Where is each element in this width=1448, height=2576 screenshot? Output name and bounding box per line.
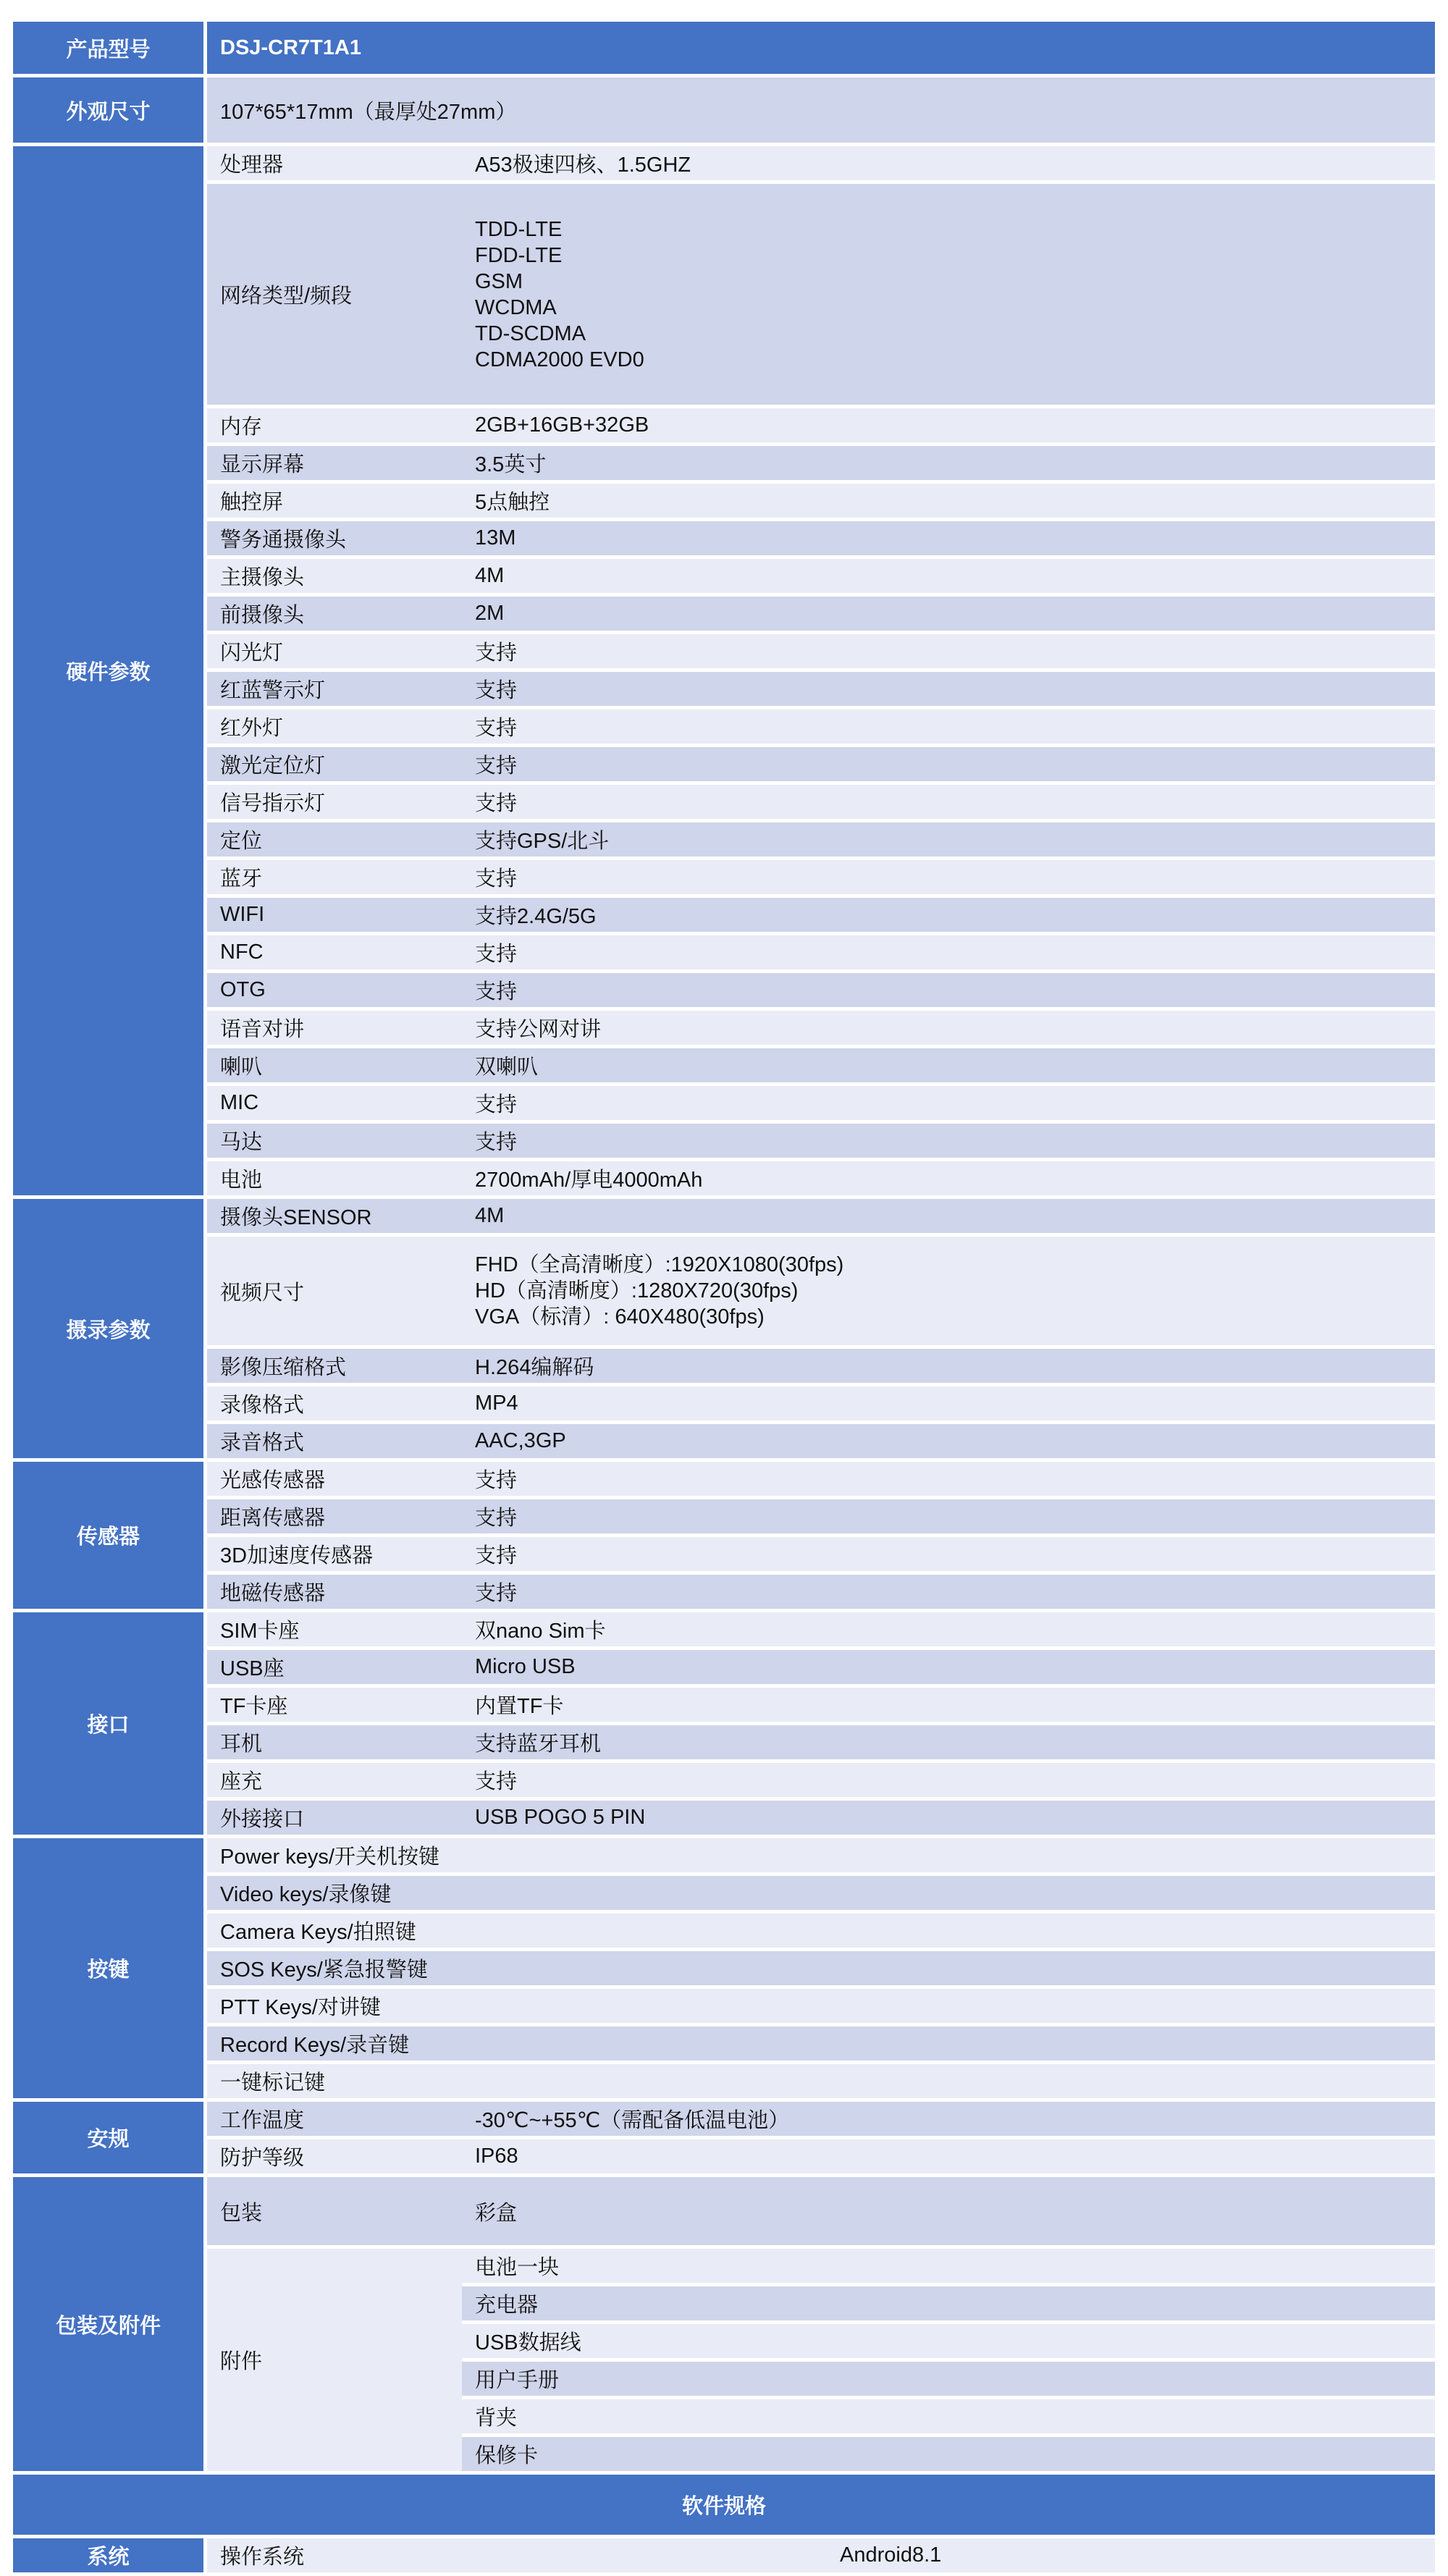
spec-key: USB座 (207, 1650, 462, 1684)
spec-value: 支持 (462, 1499, 1435, 1533)
spec-value: 支持 (462, 1537, 1435, 1571)
software-banner-row (13, 2475, 1435, 2535)
accessory-item: 用户手册 (462, 2362, 1435, 2396)
key-item: Video keys/录像键 (207, 1876, 1435, 1910)
value-line: GSM (475, 269, 523, 293)
spec-key: 录像格式 (207, 1386, 462, 1420)
spec-row (13, 1086, 1435, 1120)
value-line: VGA（标清）: 640X480(30fps) (475, 1305, 765, 1329)
spec-row (13, 1424, 1435, 1458)
spec-value: 2700mAh/厚电4000mAh (462, 1161, 1435, 1195)
spec-key: 红蓝警示灯 (207, 672, 462, 706)
spec-key: 操作系统 (207, 2538, 827, 2572)
spec-key: 包装 (207, 2177, 462, 2245)
spec-key: 工作温度 (207, 2102, 462, 2136)
spec-row (13, 672, 1435, 706)
spec-row (13, 2538, 1435, 2572)
spec-key: 录音格式 (207, 1424, 462, 1458)
spec-row (13, 1237, 1435, 1345)
spec-row (13, 2102, 1435, 2136)
spec-row (13, 597, 1435, 631)
spec-row (13, 1124, 1435, 1158)
spec-key: 激光定位灯 (207, 747, 462, 781)
spec-value: 4M (462, 559, 1435, 593)
accessory-item: 充电器 (462, 2286, 1435, 2320)
spec-row (13, 822, 1435, 856)
spec-key: 防护等级 (207, 2139, 462, 2173)
spec-row (13, 860, 1435, 894)
spec-key: 电池 (207, 1161, 462, 1195)
spec-key: 闪光灯 (207, 634, 462, 668)
spec-key: 地磁传感器 (207, 1575, 462, 1609)
spec-key: WIFI (207, 898, 462, 932)
spec-row (13, 785, 1435, 819)
spec-key: 3D加速度传感器 (207, 1537, 462, 1571)
spec-key: 主摄像头 (207, 559, 462, 593)
spec-key: 耳机 (207, 1725, 462, 1759)
size-value: 107*65*17mm（最厚处27mm） (207, 77, 1435, 143)
spec-value: 支持2.4G/5G (462, 898, 1435, 932)
spec-value: 支持 (462, 1763, 1435, 1797)
spec-row (13, 1161, 1435, 1195)
spec-value-lines (475, 216, 1435, 373)
spec-row (13, 1914, 1435, 1948)
spec-row (13, 935, 1435, 969)
spec-value: 支持 (462, 1462, 1435, 1496)
spec-row (13, 1386, 1435, 1420)
key-item: 一键标记键 (207, 2064, 1435, 2098)
value-line: WCDMA (475, 295, 557, 319)
spec-row (13, 559, 1435, 593)
value-line: FHD（全高清晰度）:1920X1080(30fps) (475, 1253, 844, 1276)
system-category-label: 系统 (13, 2538, 207, 2572)
spec-key: NFC (207, 935, 462, 969)
key-item: Camera Keys/拍照键 (207, 1914, 1435, 1948)
spec-row (13, 1650, 1435, 1684)
spec-row (13, 484, 1435, 518)
spec-row (13, 898, 1435, 932)
spec-key: 蓝牙 (207, 860, 462, 894)
spec-key: 触控屏 (207, 484, 462, 518)
sensors-category-label: 传感器 (13, 1462, 207, 1609)
spec-row (13, 2177, 1435, 2245)
key-item: SOS Keys/紧急报警键 (207, 1951, 1435, 1985)
spec-key: 信号指示灯 (207, 785, 462, 819)
spec-value: -30℃~+55℃（需配备低温电池） (462, 2102, 1435, 2136)
spec-row (13, 1688, 1435, 1722)
software-banner: 软件规格 (13, 2475, 1435, 2535)
spec-row (13, 2139, 1435, 2173)
spec-value: 双nano Sim卡 (462, 1612, 1435, 1646)
spec-key: OTG (207, 973, 462, 1007)
spec-value: 2GB+16GB+32GB (462, 408, 1435, 442)
spec-row (13, 146, 1435, 180)
spec-key: 视频尺寸 (207, 1237, 462, 1345)
spec-value: USB POGO 5 PIN (462, 1801, 1435, 1835)
spec-table-body (13, 22, 1435, 2572)
key-item: Record Keys/录音键 (207, 2026, 1435, 2061)
spec-row (13, 1048, 1435, 1082)
spec-value: 支持 (462, 935, 1435, 969)
spec-row (13, 22, 1435, 74)
spec-value: 5点触控 (462, 484, 1435, 518)
spec-value: Android8.1 (827, 2538, 1435, 2572)
spec-value: 3.5英寸 (462, 446, 1435, 480)
spec-key: 摄像头SENSOR (207, 1199, 462, 1233)
spec-value: 13M (462, 521, 1435, 555)
spec-row (13, 2064, 1435, 2098)
safety-category-label: 安规 (13, 2102, 207, 2173)
spec-value: 双喇叭 (462, 1048, 1435, 1082)
spec-value: 彩盒 (462, 2177, 1435, 2245)
spec-key: 外接接口 (207, 1801, 462, 1835)
spec-key: 语音对讲 (207, 1011, 462, 1045)
spec-key: 定位 (207, 822, 462, 856)
spec-key: 附件 (207, 2249, 462, 2471)
spec-key: 喇叭 (207, 1048, 462, 1082)
spec-table (13, 18, 1435, 2576)
spec-key: 红外灯 (207, 710, 462, 744)
spec-value: MP4 (462, 1386, 1435, 1420)
ports-category-label: 接口 (13, 1612, 207, 1835)
spec-row (13, 1011, 1435, 1045)
spec-key: 影像压缩格式 (207, 1349, 462, 1383)
spec-key: 警务通摄像头 (207, 521, 462, 555)
spec-key: 网络类型/频段 (207, 184, 462, 405)
spec-value: H.264编解码 (462, 1349, 1435, 1383)
spec-value: 支持GPS/北斗 (462, 822, 1435, 856)
spec-row (13, 1349, 1435, 1383)
spec-row (13, 1801, 1435, 1835)
value-line: HD（高清晰度）:1280X720(30fps) (475, 1279, 799, 1302)
spec-key: 距离传感器 (207, 1499, 462, 1533)
spec-value: 支持公网对讲 (462, 1011, 1435, 1045)
accessory-item: 保修卡 (462, 2437, 1435, 2471)
spec-row (13, 446, 1435, 480)
spec-value: 4M (462, 1199, 1435, 1233)
spec-row (13, 1537, 1435, 1571)
spec-value-lines (475, 1252, 1435, 1330)
spec-row (13, 973, 1435, 1007)
spec-value: IP68 (462, 2139, 1435, 2173)
spec-key: 内存 (207, 408, 462, 442)
spec-value: 支持 (462, 1575, 1435, 1609)
spec-row (13, 1199, 1435, 1233)
spec-value: 支持 (462, 860, 1435, 894)
spec-row (13, 2026, 1435, 2061)
spec-value: 内置TF卡 (462, 1688, 1435, 1722)
value-line: CDMA2000 EVD0 (475, 348, 644, 371)
accessory-item: 电池一块 (462, 2249, 1435, 2283)
spec-value: 支持 (462, 785, 1435, 819)
spec-row (13, 634, 1435, 668)
spec-key: 光感传感器 (207, 1462, 462, 1496)
spec-row (13, 2249, 1435, 2283)
key-item: PTT Keys/对讲键 (207, 1989, 1435, 2023)
spec-value: 支持 (462, 1086, 1435, 1120)
spec-value: 支持 (462, 1124, 1435, 1158)
spec-row (13, 1725, 1435, 1759)
accessory-item: USB数据线 (462, 2324, 1435, 2358)
spec-key: SIM卡座 (207, 1612, 462, 1646)
spec-value: AAC,3GP (462, 1424, 1435, 1458)
spec-row (13, 710, 1435, 744)
spec-row (13, 1876, 1435, 1910)
value-line: TDD-LTE (475, 217, 563, 241)
spec-row (13, 408, 1435, 442)
spec-key: 前摄像头 (207, 597, 462, 631)
key-item: Power keys/开关机按键 (207, 1838, 1435, 1872)
spec-row (13, 1763, 1435, 1797)
spec-row (13, 747, 1435, 781)
spec-row (13, 1575, 1435, 1609)
spec-value (462, 1237, 1435, 1345)
hardware-category-label: 硬件参数 (13, 146, 207, 1195)
spec-row (13, 1612, 1435, 1646)
spec-key: 座充 (207, 1763, 462, 1797)
spec-row (13, 1951, 1435, 1985)
spec-value: 支持 (462, 634, 1435, 668)
spec-row (13, 1838, 1435, 1872)
spec-row (13, 1462, 1435, 1496)
spec-value: 支持 (462, 710, 1435, 744)
package-category-label: 包装及附件 (13, 2177, 207, 2471)
spec-value: Micro USB (462, 1650, 1435, 1684)
spec-value: 支持 (462, 973, 1435, 1007)
size-label: 外观尺寸 (13, 77, 207, 143)
spec-key: 马达 (207, 1124, 462, 1158)
spec-value (462, 184, 1435, 405)
accessory-item: 背夹 (462, 2399, 1435, 2433)
spec-row (13, 77, 1435, 143)
model-value: DSJ-CR7T1A1 (207, 22, 1435, 74)
spec-value: 支持蓝牙耳机 (462, 1725, 1435, 1759)
spec-row (13, 1499, 1435, 1533)
spec-key: 处理器 (207, 146, 462, 180)
spec-row (13, 1989, 1435, 2023)
spec-value: 支持 (462, 747, 1435, 781)
keys-category-label: 按键 (13, 1838, 207, 2098)
spec-value: 2M (462, 597, 1435, 631)
spec-row (13, 184, 1435, 405)
spec-value: A53极速四核、1.5GHZ (462, 146, 1435, 180)
recording-category-label: 摄录参数 (13, 1199, 207, 1458)
model-label: 产品型号 (13, 22, 207, 74)
value-line: TD-SCDMA (475, 321, 586, 345)
spec-key: MIC (207, 1086, 462, 1120)
spec-key: 显示屏幕 (207, 446, 462, 480)
value-line: FDD-LTE (475, 243, 563, 267)
spec-key: TF卡座 (207, 1688, 462, 1722)
spec-value: 支持 (462, 672, 1435, 706)
spec-row (13, 521, 1435, 555)
